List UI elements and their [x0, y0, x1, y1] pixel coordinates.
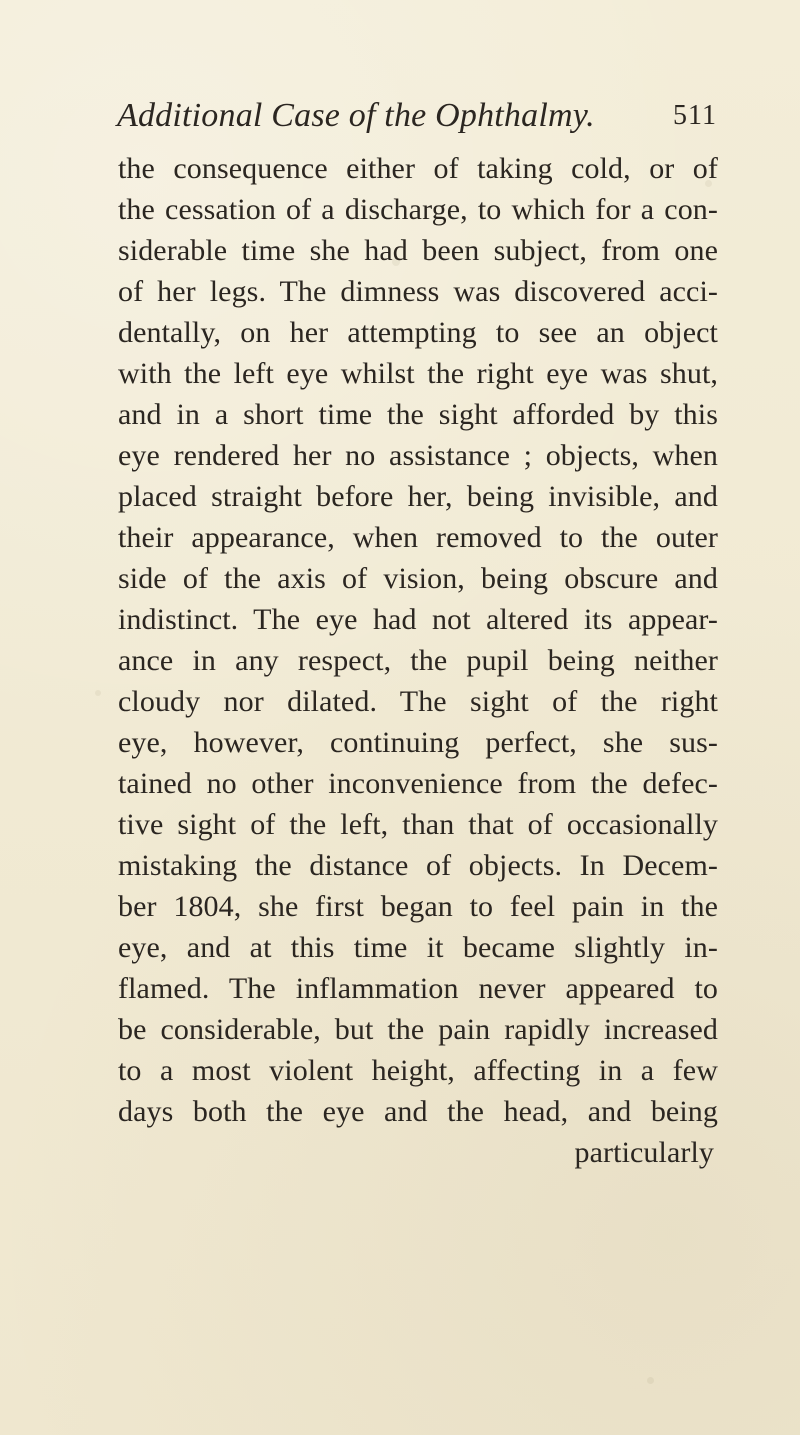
text-line: flamed. The inflammation never appeared to — [118, 972, 718, 1005]
text-line: placed straight before her, being invisible, and — [118, 480, 718, 513]
text-line: eye rendered her no assistance ; objects, when — [118, 439, 718, 472]
text-line: be considerable, but the pain rapidly increased — [118, 1013, 718, 1046]
text-line: tive sight of the left, than that of occasionally — [118, 808, 718, 841]
running-head: Additional Case of the Ophthalmy. — [117, 97, 595, 134]
text-line: dentally, on her attempting to see an object — [118, 316, 718, 349]
text-line: the consequence either of taking cold, or of — [118, 152, 718, 185]
text-line: the cessation of a discharge, to which for a con- — [118, 193, 718, 226]
text-line: their appearance, when removed to the outer — [118, 521, 718, 554]
page-header — [117, 92, 717, 140]
text-line: with the left eye whilst the right eye was shut, — [118, 357, 718, 390]
text-line: siderable time she had been subject, from one — [118, 234, 718, 267]
paper-spot — [95, 690, 101, 696]
paper-spot — [647, 1377, 654, 1384]
text-line: cloudy nor dilated. The sight of the right — [118, 685, 718, 718]
text-line: eye, and at this time it became slightly in- — [118, 931, 718, 964]
text-line: days both the eye and the head, and being — [118, 1095, 718, 1128]
body-text — [118, 148, 718, 1173]
text-line: eye, however, continuing perfect, she sus- — [118, 726, 718, 759]
text-line: tained no other inconvenience from the defec- — [118, 767, 718, 800]
catchword: particularly — [574, 1136, 714, 1169]
text-line: indistinct. The eye had not altered its appear- — [118, 603, 718, 636]
text-line: to a most violent height, affecting in a few — [118, 1054, 718, 1087]
text-line: and in a short time the sight afforded by this — [118, 398, 718, 431]
text-line: of her legs. The dimness was discovered acci- — [118, 275, 718, 308]
text-line: ance in any respect, the pupil being neither — [118, 644, 718, 677]
text-line: mistaking the distance of objects. In Decem- — [118, 849, 718, 882]
text-line: side of the axis of vision, being obscure and — [118, 562, 718, 595]
page-number: 511 — [673, 100, 717, 131]
text-line: ber 1804, she first began to feel pain in the — [118, 890, 718, 923]
